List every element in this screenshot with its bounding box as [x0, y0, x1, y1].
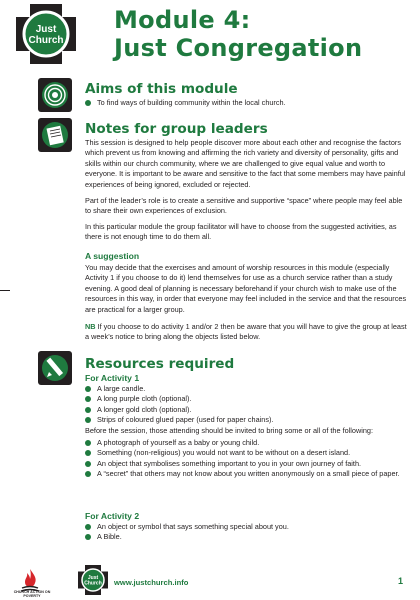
suggestion-text: You may decide that the exercises and amount of worship resources in this module (especially Activity 1 if you choose to do it) lend themselves for use as a church service rather than a study evening. A good deal of planning is necessary beforehand if your church wish to make use of the resources in this way, in order that everyone may feel included in the service and that the resources are practical for a larger group. [85, 263, 407, 314]
margin-tick [0, 290, 10, 291]
suggestion-heading: A suggestion [85, 251, 140, 261]
just-church-logo [16, 4, 76, 64]
resources-heading: Resources required [85, 356, 235, 372]
activity1-list [85, 384, 410, 426]
page-number: 1 [398, 576, 404, 586]
list-item: A long purple cloth (optional). [85, 394, 410, 404]
bullet-icon [85, 524, 91, 530]
list-item: An object or symbol that says something special about you. [85, 522, 410, 532]
nb-text: If you choose to do activity 1 and/or 2 then be aware that you will have to give the group at least a week’s notice to bring along the objects listed below. [85, 322, 407, 342]
footer-left-caption: CHURCH ACTION ON POVERTY [13, 590, 51, 598]
notes-paragraph-3: In this particular module the group facilitator will have to choose from the suggested activities, as there is not enough time to do them all. [85, 222, 397, 242]
list-item: A longer gold cloth (optional). [85, 405, 410, 415]
logo-text-line2: Church [28, 35, 64, 46]
page-title [114, 6, 362, 62]
aims-heading: Aims of this module [85, 81, 238, 97]
list-item: A “secret” that others may not know about you written anonymously on a small piece of paper. [85, 469, 410, 479]
activity1-heading: For Activity 1 [85, 373, 140, 383]
bullet-icon [85, 396, 91, 402]
activity2-list [85, 522, 410, 543]
bullet-icon [85, 450, 91, 456]
list-item: A Bible. [85, 532, 410, 542]
bullet-icon [85, 417, 91, 423]
notes-paragraph-1: This session is designed to help people discover more about each other and recognise the factors which prevent us from knowing and affirming the rich variety and diversity of personality, gifts and skills within our church community, where we are challenged to give equal value and worth to everyone. It is important to be aware and sensitive to the fact that some members may have painful experiences of being ignored, excluded or rejected. [85, 138, 406, 189]
target-icon [38, 78, 72, 112]
bullet-icon [85, 461, 91, 467]
bullet-icon [85, 534, 91, 540]
list-item: A photograph of yourself as a baby or young child. [85, 438, 410, 448]
footer-just-church-logo [78, 565, 108, 595]
list-item: Strips of coloured glued paper (used for paper chains). [85, 415, 410, 425]
logo-text-line1: Just [35, 24, 57, 35]
nb-note [85, 322, 410, 343]
list-item: A large candle. [85, 384, 410, 394]
activity2-heading: For Activity 2 [85, 511, 140, 521]
before-session-text: Before the session, those attending should be invited to bring some or all of the following: [85, 426, 373, 435]
notes-hand-icon [38, 118, 72, 152]
list-item: To find ways of building community within the local church. [85, 98, 410, 108]
notes-heading: Notes for group leaders [85, 121, 268, 137]
footer-logo-text-line1: Just [87, 575, 99, 581]
list-item: An object that symbolises something important to you in your own journey of faith. [85, 459, 410, 469]
footer-logo-text-line2: Church [84, 580, 102, 587]
aims-list [85, 98, 410, 108]
page-title-line2: Just Congregation [114, 34, 363, 62]
bullet-icon [85, 386, 91, 392]
nb-label: NB [85, 322, 96, 331]
pencil-icon [38, 351, 72, 385]
bullet-icon [85, 440, 91, 446]
website-link[interactable]: www.justchurch.info [114, 578, 189, 587]
page-title-line1: Module 4: [114, 6, 251, 34]
notes-paragraph-2: Part of the leader’s role is to create a sensitive and supportive “space” where people may feel able to share their own experiences of exclusion. [85, 196, 403, 216]
list-item: Something (non-religious) you would not want to be without on a desert island. [85, 448, 410, 458]
bullet-icon [85, 100, 91, 106]
bullet-icon [85, 407, 91, 413]
bring-list [85, 438, 410, 480]
bullet-icon [85, 471, 91, 477]
